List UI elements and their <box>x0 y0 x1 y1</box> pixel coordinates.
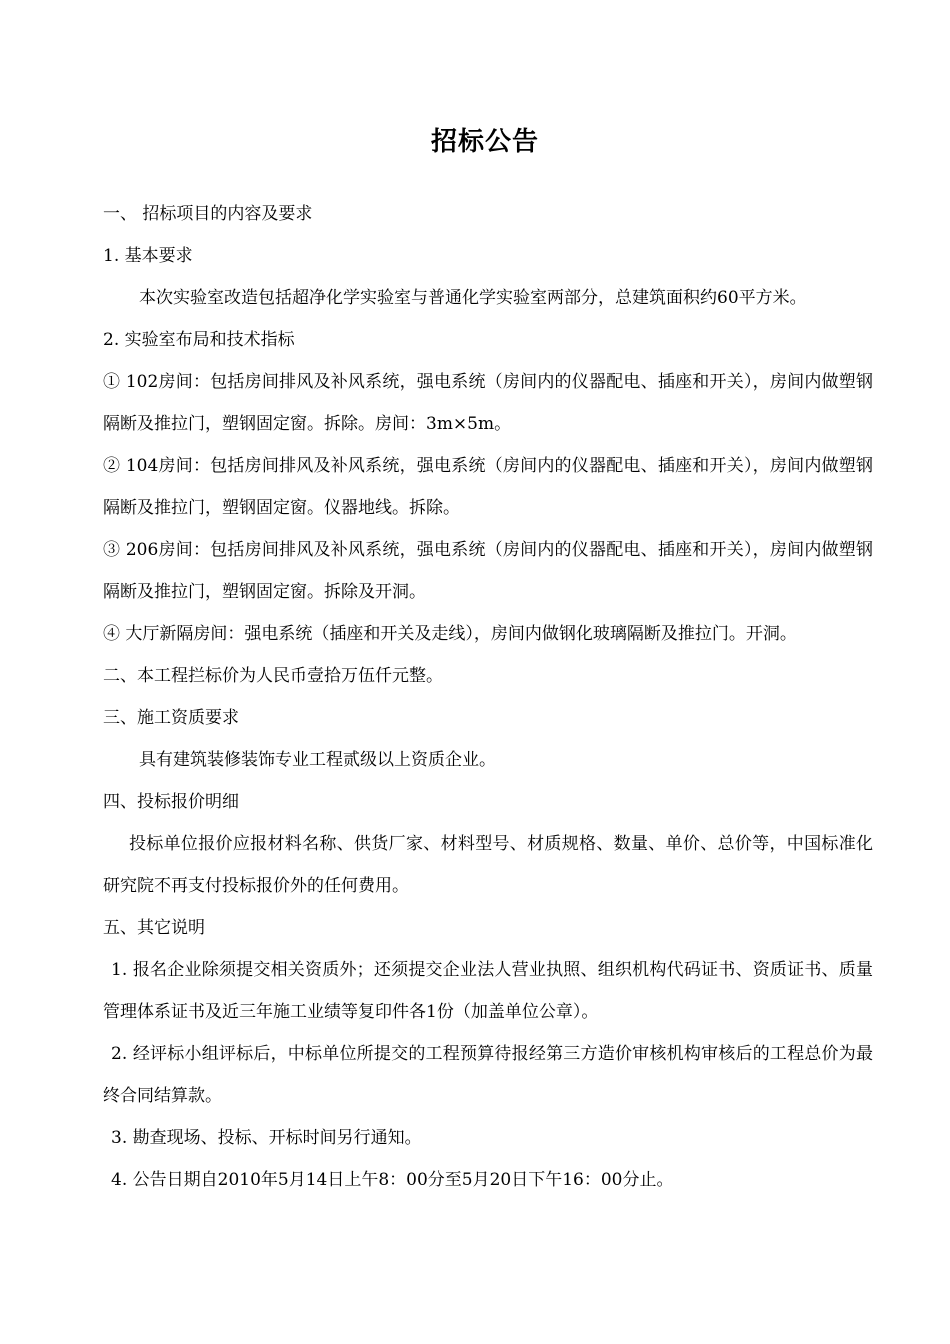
section-heading-5: 五、其它说明 <box>103 918 205 938</box>
item-hall-room: ④ 大厅新隔房间：强电系统（插座和开关及走线），房间内做钢化玻璃隔断及推拉门。开洞。 <box>103 624 797 644</box>
note-item-4: 4. 公告日期自2010年5月14日上午8：00分至5月20日下午16：00分止。 <box>111 1170 674 1190</box>
note-item-1: 1. 报名企业除须提交相关资质外；还须提交企业法人营业执照、组织机构代码证书、资质证书、质量管理体系证书及近三年施工业绩等复印件各1份（加盖单位公章）。 <box>103 960 873 1022</box>
item-room-104: ② 104房间：包括房间排风及补风系统，强电系统（房间内的仪器配电、插座和开关），房间内做塑钢隔断及推拉门，塑钢固定窗。仪器地线。拆除。 <box>103 456 873 518</box>
subsection-basic-requirements: 1. 基本要求 <box>103 246 193 266</box>
note-item-3: 3. 勘查现场、投标、开标时间另行通知。 <box>111 1128 422 1148</box>
subsection-layout-specs: 2. 实验室布局和技术指标 <box>103 330 295 350</box>
paragraph-scope: 本次实验室改造包括超净化学实验室与普通化学实验室两部分，总建筑面积约60平方米。 <box>139 288 807 308</box>
paragraph-qualification: 具有建筑装修装饰专业工程贰级以上资质企业。 <box>139 750 496 770</box>
item-room-102: ① 102房间：包括房间排风及补风系统，强电系统（房间内的仪器配电、插座和开关），房间内做塑钢隔断及推拉门，塑钢固定窗。拆除。房间：3m×5m。 <box>103 372 873 434</box>
section-heading-2: 二、本工程拦标价为人民币壹拾万伍仟元整。 <box>103 666 443 686</box>
section-heading-4: 四、投标报价明细 <box>103 792 239 812</box>
section-heading-1: 一、 招标项目的内容及要求 <box>103 204 313 224</box>
document-body <box>103 193 873 1201</box>
section-heading-3: 三、施工资质要求 <box>103 708 239 728</box>
paragraph-bid-details: 投标单位报价应报材料名称、供货厂家、材料型号、材质规格、数量、单价、总价等，中国标准化研究院不再支付投标报价外的任何费用。 <box>103 834 873 896</box>
page-title: 招标公告 <box>430 127 539 157</box>
item-room-206: ③ 206房间：包括房间排风及补风系统，强电系统（房间内的仪器配电、插座和开关），房间内做塑钢隔断及推拉门，塑钢固定窗。拆除及开洞。 <box>103 540 873 602</box>
note-item-2: 2. 经评标小组评标后，中标单位所提交的工程预算待报经第三方造价审核机构审核后的工程总价为最终合同结算款。 <box>103 1044 873 1106</box>
